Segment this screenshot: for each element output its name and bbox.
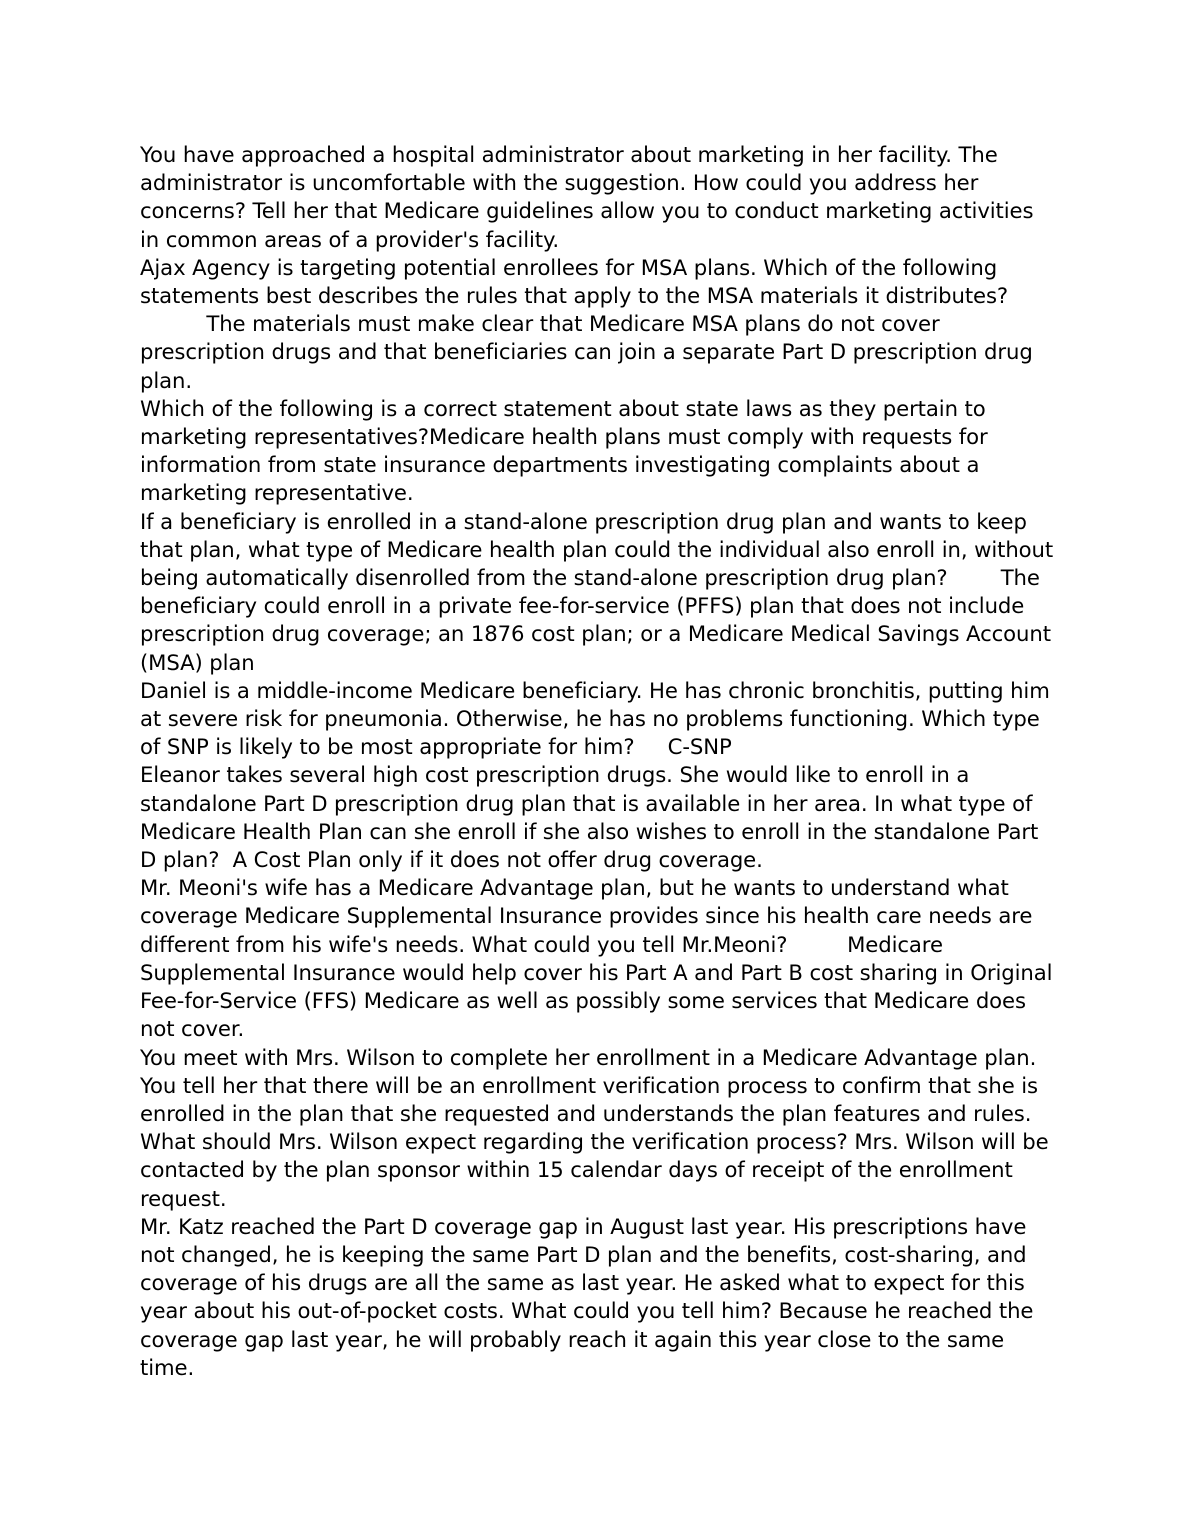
qa-item	[140, 141, 1058, 254]
separator-space	[246, 198, 253, 223]
qa-item	[140, 1044, 1058, 1213]
question-text: Mr. Katz reached the Part D coverage gap in August last year. His prescriptions have not changed, he is keeping the same Part D plan and the benefits, cost-sharing, and coverage of his drugs are all the same as last year. He asked what to expect for this year about his out-of-pocket costs. What could you tell him?	[140, 1213, 1034, 1324]
separator-space	[948, 565, 1001, 590]
separator-space	[772, 1298, 779, 1323]
separator-space	[634, 734, 667, 759]
qa-item	[140, 1213, 1058, 1382]
qa-item	[140, 395, 1058, 508]
question-text: Which of the following is a correct statement about state laws as they pertain to marketing representatives?	[140, 395, 993, 450]
answer-text: The beneficiary could enroll in a private fee-for-service (PFFS) plan that does not include prescription drug coverage; an 1876 cost plan; or a Medicare Medical Savings Account (MSA) plan	[140, 565, 1058, 675]
qa-item	[140, 677, 1058, 762]
answer-text: Mrs. Wilson will be contacted by the plan sponsor within 15 calendar days of receipt of the enrollment request.	[140, 1129, 1056, 1211]
document-page	[140, 141, 1058, 1382]
question-text: Eleanor takes several high cost prescription drugs. She would like to enroll in a standalone Part D prescription drug plan that is available in her area. In what type of Medicare Health Plan can she enroll if she also wishes to enroll in the standalone Part D plan?	[140, 762, 1045, 873]
answer-text: A Cost Plan only if it does not offer drug coverage.	[232, 847, 763, 873]
qa-item	[140, 874, 1058, 1043]
answer-text: Medicare health plans must comply with requests for information from state insurance departments investigating complaints about a marketing representative.	[140, 424, 995, 506]
separator-space	[219, 847, 232, 872]
answer-text: The materials must make clear that Medicare MSA plans do not cover prescription drugs and that beneficiaries can join a separate Part D prescription drug plan.	[140, 311, 1040, 393]
question-text: Ajax Agency is targeting potential enrollees for MSA plans. Which of the following statements best describes the rules that apply to the MSA materials it distributes?	[140, 254, 1009, 309]
question-text: Mr. Meoni's wife has a Medicare Advantage plan, but he wants to understand what coverage Medicare Supplemental Insurance provides since his health care needs are different from his wife's needs. What could you tell Mr.Meoni?	[140, 875, 1039, 957]
separator-space	[140, 311, 206, 336]
question-text: If a beneficiary is enrolled in a stand-alone prescription drug plan and wants to keep that plan, what type of Medicare health plan could the individual also enroll in, without being automatically disenrolled from the stand-alone prescription drug plan?	[140, 508, 1060, 591]
qa-item	[140, 761, 1058, 874]
answer-text: Medicare Supplemental Insurance would help cover his Part A and Part B cost sharing in Original Fee-for-Service (FFS) Medicare as well as possibly some services that Medicare does not cover.	[140, 931, 1060, 1042]
qa-item	[140, 508, 1058, 677]
separator-space	[787, 932, 847, 957]
qa-item	[140, 254, 1058, 395]
question-text: Daniel is a middle-income Medicare beneficiary. He has chronic bronchitis, putting him at severe risk for pneumonia. Otherwise, he has no problems functioning. Which type of SNP is likely to be most appropriate for him?	[140, 677, 1057, 760]
answer-text: Because he reached the coverage gap last year, he will probably reach it again this year close to the same time.	[140, 1298, 1041, 1380]
answer-text: C-SNP	[667, 734, 732, 760]
question-text: You meet with Mrs. Wilson to complete her enrollment in a Medicare Advantage plan. You tell her that there will be an enrollment verification process to confirm that she is enrolled in the plan that she requested and understands the plan features and rules. What should Mrs. Wilson expect regarding the verification process?	[140, 1044, 1045, 1155]
answer-text: Tell her that Medicare guidelines allow you to conduct marketing activities in common areas of a provider's facility.	[140, 198, 1041, 252]
question-text: You have approached a hospital administrator about marketing in her facility. The administrator is uncomfortable with the suggestion. How could you address her concerns?	[140, 142, 1005, 224]
